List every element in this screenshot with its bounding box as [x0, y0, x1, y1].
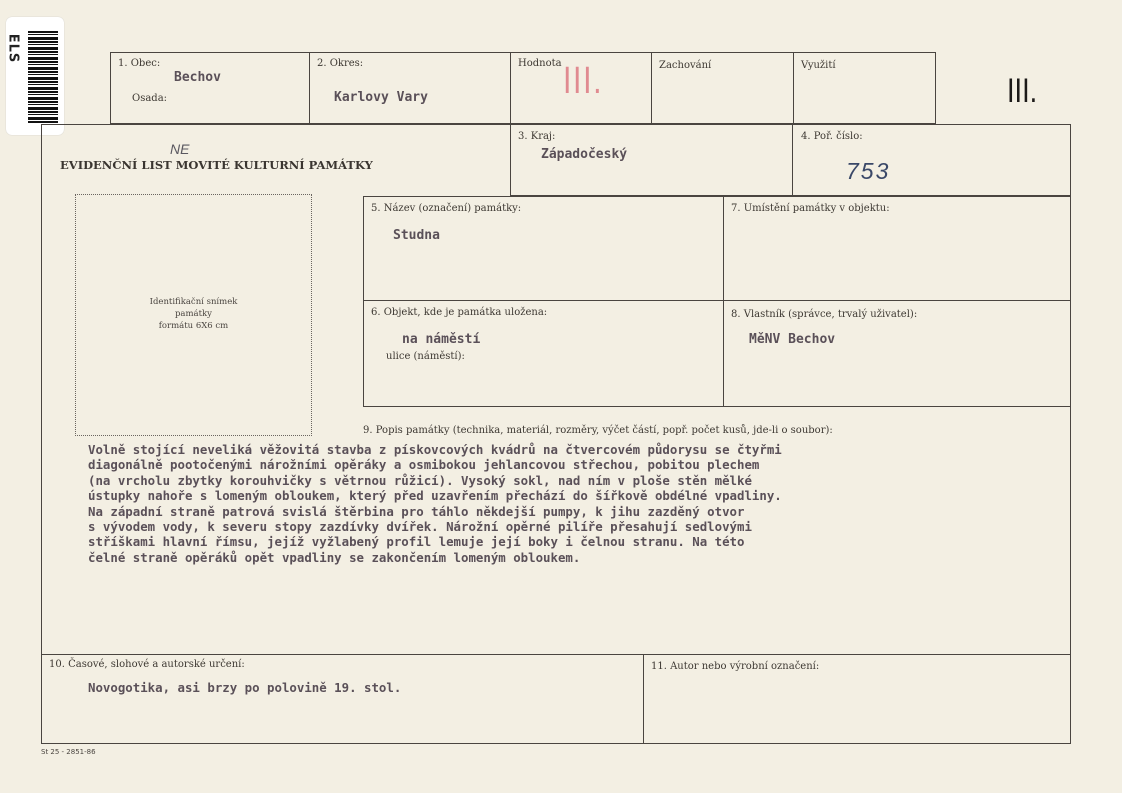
corner-mark: III. — [1007, 72, 1038, 110]
kraj-divider-left — [510, 124, 511, 196]
photo-caption-line-1: Identifikační snímek — [149, 297, 238, 307]
popis-line: Volně stojící neveliká věžovitá stavba z pískovcových kvádrů na čtvercovém půdorysu se čtyřmi — [88, 442, 782, 457]
kraj-value: Západočeský — [541, 147, 628, 162]
header-divider-4 — [793, 52, 794, 124]
objekt-value: na náměstí — [402, 332, 481, 347]
photo-caption-line-2: památky — [174, 309, 212, 319]
obec-label: 1. Obec: — [118, 58, 161, 69]
hodnota-stamp: III. — [563, 60, 604, 102]
title-annotation: NE — [170, 141, 190, 157]
vlastnik-value: MěNV Bechov — [749, 332, 836, 347]
barcode-sticker — [6, 17, 64, 135]
nazev-label: 5. Název (označení) památky: — [371, 203, 522, 214]
okres-value: Karlovy Vary — [334, 90, 428, 105]
popis-line: s vývodem vody, k severu stopy zazdívky dvířek. Nárožní opěrné pilíře přesahují sedlovými — [88, 519, 752, 535]
bottom-row-vertical — [643, 654, 644, 744]
header-divider-3 — [651, 52, 652, 124]
por-cislo-value: 753 — [846, 158, 891, 184]
objekt-label: 6. Objekt, kde je památka uložena: — [371, 307, 548, 318]
sticker-code: ELS — [5, 33, 21, 64]
umisteni-label: 7. Umístění památky v objektu: — [731, 203, 890, 214]
popis-line: (na vrcholu zbytky korouhvičky s větrnou růžicí). Vysoký sokl, nad ním v ploše stěn mělké — [88, 472, 752, 488]
popis-line: Na západní straně patrová svislá štěrbina pro táhlo někdejší pumpy, k jihu zazděný otvor — [88, 503, 745, 519]
barcode-icon — [28, 31, 58, 123]
photo-caption-line-3: formátu 6X6 cm — [158, 321, 229, 331]
urceni-label: 10. Časové, slohové a autorské určení: — [49, 659, 245, 670]
popis-line: stříškami hlavní římsu, jejíž vyžlabený profil lemuje její boky i čelnou stranu. Na této — [88, 534, 745, 550]
form-title: EVIDENČNÍ LIST MOVITÉ KULTURNÍ PAMÁTKY — [60, 158, 373, 172]
por-cislo-label: 4. Poř. číslo: — [801, 131, 863, 142]
details-grid-vertical — [723, 196, 724, 407]
header-divider-1 — [309, 52, 310, 124]
vyuziti-label: Využití — [801, 60, 836, 71]
nazev-value: Studna — [393, 228, 440, 243]
autor-label: 11. Autor nebo výrobní označení: — [651, 661, 820, 672]
popis-text — [88, 442, 1028, 565]
ulice-label: ulice (náměstí): — [386, 351, 465, 362]
photo-caption — [75, 296, 312, 332]
kraj-label: 3. Kraj: — [518, 131, 556, 142]
osada-label: Osada: — [132, 93, 168, 104]
popis-line: ústupky nahoře s lomeným obloukem, který před uzavřením přechází do šířkově obdélné vpadliny. — [88, 488, 782, 504]
header-divider-2 — [510, 52, 511, 124]
kraj-divider-right — [792, 124, 793, 196]
okres-label: 2. Okres: — [317, 58, 364, 69]
print-code: St 25 - 2851-86 — [41, 748, 96, 756]
details-grid — [363, 196, 1071, 407]
obec-value: Bechov — [174, 70, 221, 85]
bottom-row-divider — [41, 654, 1071, 655]
vlastnik-label: 8. Vlastník (správce, trvalý uživatel): — [731, 309, 918, 320]
zachovani-label: Zachování — [659, 60, 712, 71]
hodnota-label: Hodnota — [518, 58, 562, 69]
popis-line: čelné straně opěráků opět vpadliny se zakončením lomeným obloukem. — [88, 549, 581, 565]
details-grid-horizontal — [363, 300, 1071, 301]
popis-label: 9. Popis památky (technika, materiál, rozměry, výčet částí, popř. počet kusů, jde-li o soubor): — [363, 425, 833, 436]
popis-line: diagonálně pootočenými nárožními opěráky a osmibokou jehlancovou střechou, pobitou plechem — [88, 457, 760, 473]
urceni-value: Novogotika, asi brzy po polovině 19. stol. — [88, 680, 402, 695]
